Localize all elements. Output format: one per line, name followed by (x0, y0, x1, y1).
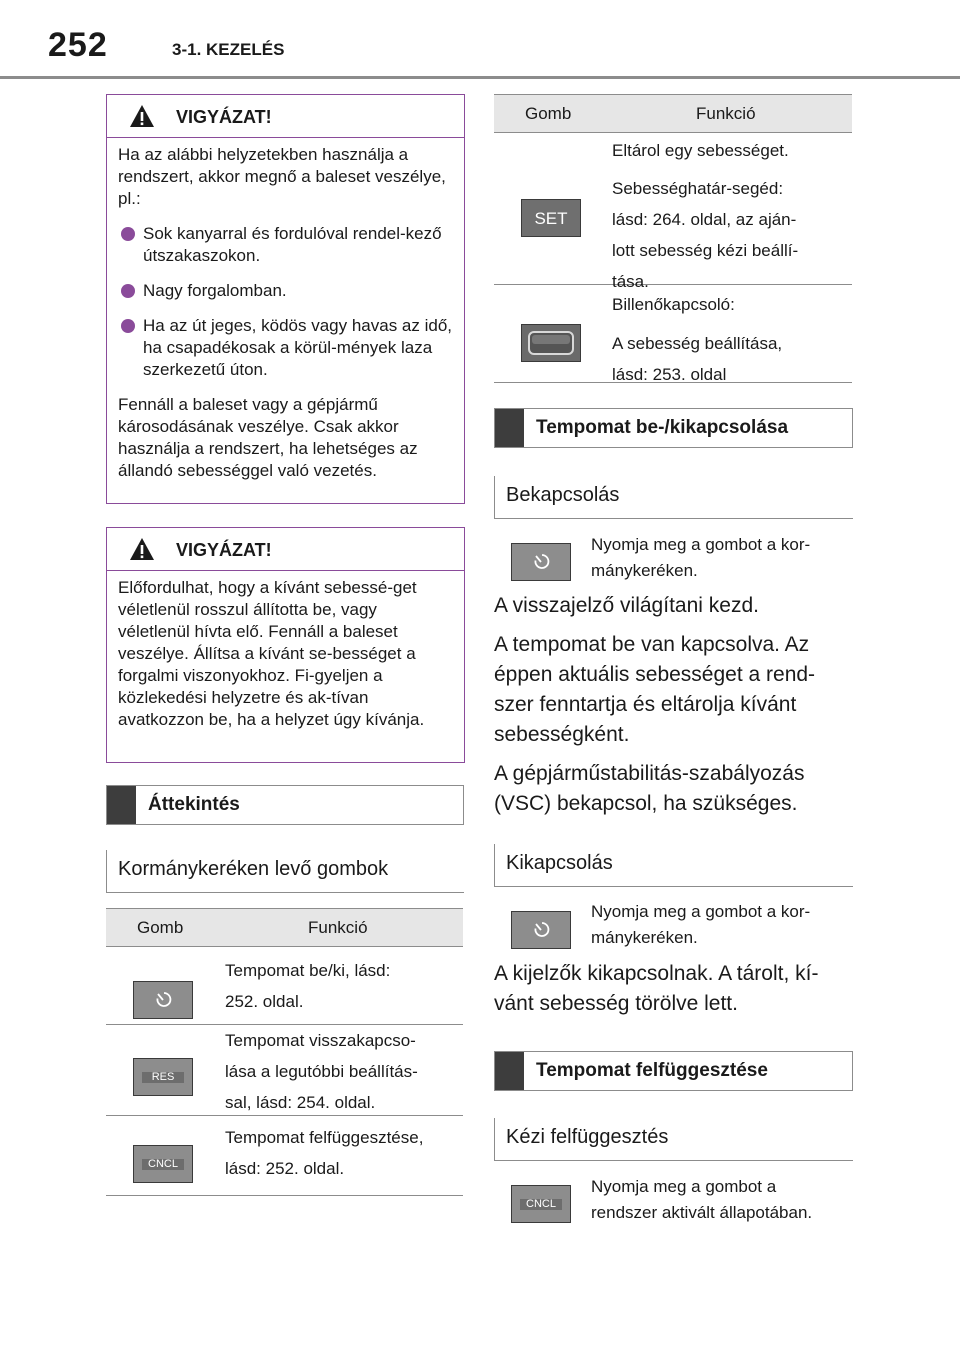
cncl-button (133, 1145, 193, 1183)
press-instruction: Nyomja meg a gombot a kor- mánykeréken. (591, 902, 811, 947)
table-row (106, 1116, 463, 1196)
warning-title: VIGYÁZAT! (176, 107, 272, 127)
section-header-overview (106, 785, 464, 825)
switch-off-text (494, 959, 854, 1028)
function-line: lásd: 253. oldal (612, 365, 727, 384)
function-line: Tempomat visszakapcso- (225, 1031, 416, 1050)
header-rule (0, 76, 960, 79)
button-label: CNCL (142, 1159, 184, 1170)
function-line: 252. oldal. (225, 992, 304, 1011)
res-button (133, 1058, 193, 1096)
cruise-control-button (511, 911, 571, 949)
section-header-onoff (494, 408, 853, 448)
function-line: Sebességhatár-segéd: (612, 179, 784, 198)
section-title: 3-1. KEZELÉS (172, 40, 285, 59)
table-row (494, 285, 852, 383)
button-label: RES (142, 1072, 184, 1083)
function-line: sal, lásd: 254. oldal. (225, 1093, 376, 1112)
paragraph: A kijelzők kikapcsolnak. A tárolt, kí-vánt sebesség törölve lett. (494, 962, 819, 1015)
subsection-title: Bekapcsolás (506, 484, 620, 506)
warning-triangle-icon (129, 104, 155, 128)
table-header (106, 909, 463, 947)
section-bar (495, 1052, 524, 1090)
table-row (106, 1025, 463, 1116)
bullet-dot-icon (121, 284, 135, 298)
function-line: lott sebesség kézi beállí- (612, 241, 799, 260)
column-header-function: Funkció (696, 104, 756, 123)
button-label: SET (534, 209, 568, 228)
warning-triangle-icon (129, 537, 155, 561)
section-bar (495, 409, 524, 447)
warning-title: VIGYÁZAT! (176, 540, 272, 560)
paragraph: A gépjárműstabilitás-szabályozás (VSC) bekapcsol, ha szükséges. (494, 762, 805, 815)
bullet-dot-icon (121, 227, 135, 241)
switch-on-text (494, 591, 854, 828)
column-header-function: Funkció (308, 918, 368, 937)
warning-outro: Fennáll a baleset vagy a gépjármű károsodásának veszélye. Csak akkor használja a rendszert, ha lehetséges az állandó sebességgel való vezetés. (118, 395, 418, 480)
press-instruction: Nyomja meg a gombot a rendszer aktivált állapotában. (591, 1177, 813, 1222)
table-row (494, 133, 852, 291)
set-button (521, 199, 581, 237)
button-table-left (106, 908, 463, 1196)
section-bar (107, 786, 136, 824)
warning-header (107, 95, 464, 138)
column-header-button: Gomb (137, 918, 184, 937)
subsection-manual-suspend (494, 1118, 853, 1161)
warning-bullet: Ha az út jeges, ködös vagy havas az idő, ha csapadékosak a körül-mények laza szerkezetű úton. (118, 315, 453, 381)
button-label: CNCL (520, 1199, 562, 1210)
subsection-title: Kikapcsolás (506, 852, 613, 874)
function-line: Billenőkapcsoló: (612, 295, 735, 314)
paragraph: A tempomat be van kapcsolva. Az éppen aktuális sebességet a rend-szer fenntartja és eltárolja kívánt sebességként. (494, 633, 816, 746)
subsection-title: Kormánykeréken levő gombok (118, 858, 389, 880)
cruise-control-icon (512, 544, 570, 580)
function-line: Tempomat felfüggesztése, (225, 1128, 424, 1147)
function-line: tása. (612, 272, 649, 291)
function-line: A sebesség beállítása, (612, 334, 783, 353)
function-line: lása a legutóbbi beállítás- (225, 1062, 418, 1081)
section-header-title: Áttekintés (148, 794, 240, 815)
rocker-switch-icon (522, 325, 580, 361)
warning-intro: Ha az alábbi helyzetekben használja a rendszert, akkor megnő a baleset veszélye, pl.: (118, 145, 446, 208)
section-header-suspend (494, 1051, 853, 1091)
subsection-switch-on (494, 476, 853, 519)
rocker-switch-button (521, 324, 581, 362)
function-line: lásd: 264. oldal, az aján- (612, 210, 797, 229)
subsection-title: Kézi felfüggesztés (506, 1126, 669, 1148)
cruise-control-button (511, 543, 571, 581)
table-header (494, 95, 852, 133)
table-row (106, 947, 463, 1025)
subsection-switch-off (494, 844, 853, 887)
paragraph: A visszajelző világítani kezd. (494, 594, 759, 617)
function-line: lásd: 252. oldal. (225, 1159, 345, 1178)
press-instruction: Nyomja meg a gombot a kor- mánykeréken. (591, 535, 811, 580)
section-header-title: Tempomat felfüggesztése (536, 1060, 768, 1081)
function-line: Tempomat be/ki, lásd: (225, 961, 391, 980)
cruise-control-icon (512, 912, 570, 948)
page-number: 252 (48, 26, 108, 64)
warning-box-1 (106, 94, 465, 504)
warning-box-2 (106, 527, 465, 763)
section-header-title: Tempomat be-/kikapcsolása (536, 417, 789, 438)
cruise-control-icon (134, 982, 192, 1018)
function-line: Eltárol egy sebességet. (612, 141, 789, 160)
bullet-dot-icon (121, 319, 135, 333)
subsection-steering-buttons (106, 850, 464, 893)
cruise-control-button (133, 981, 193, 1019)
column-header-button: Gomb (525, 104, 572, 123)
warning-bullet: Nagy forgalomban. (118, 280, 453, 302)
warning-body: Előfordulhat, hogy a kívánt sebessé-get véletlenül rosszul állította be, vagy véletlenül hívta elő. Fennáll a baleset veszélye. Állítsa a kívánt se-bességet a forgalmi viszonyokhoz. Fi-gyeljen a közlekedési helyzetre és ak-tívan avatkozzon be, ha a helyzet úgy kívánja. (118, 578, 425, 729)
cncl-button (511, 1185, 571, 1223)
warning-bullet: Sok kanyarral és fordulóval rendel-kező útszakaszokon. (118, 223, 453, 267)
button-table-right (494, 94, 852, 383)
warning-header (107, 528, 464, 571)
